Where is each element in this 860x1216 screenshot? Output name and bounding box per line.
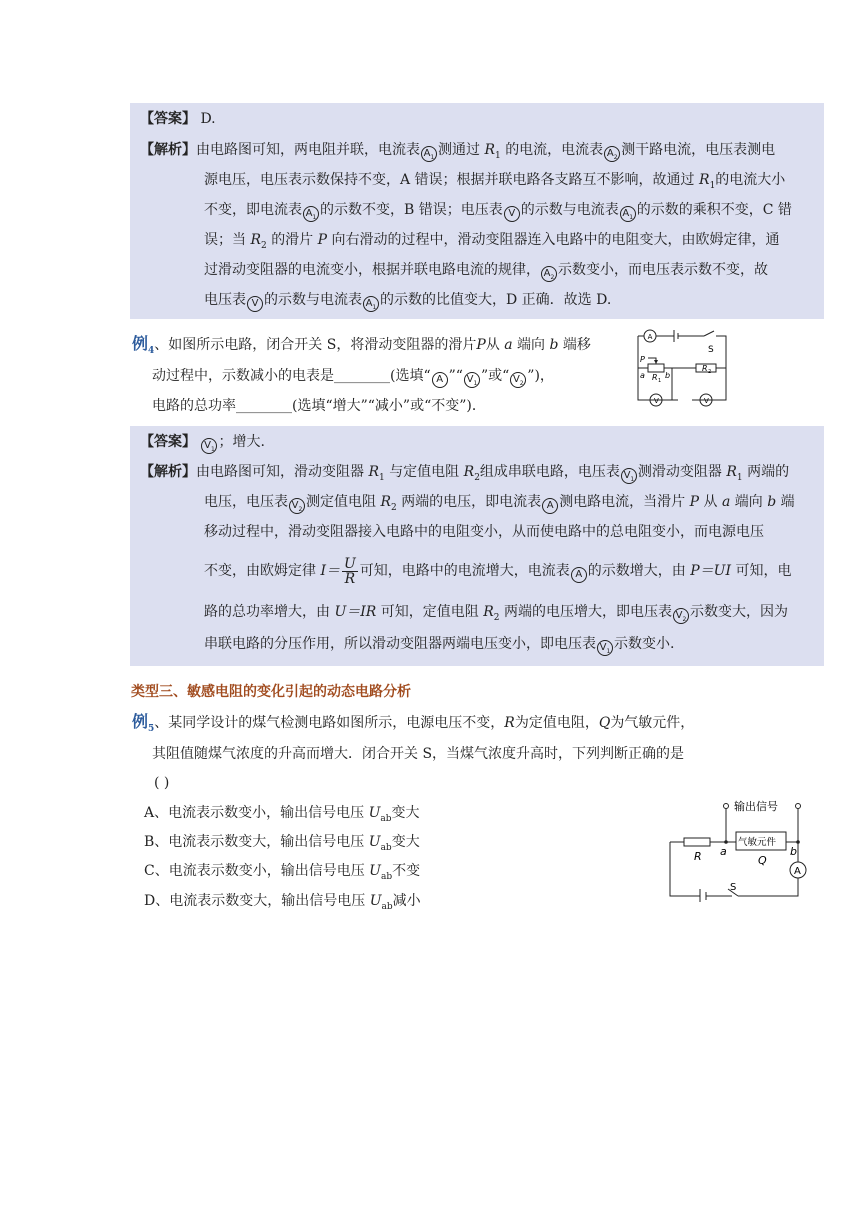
- option-b[interactable]: [144, 832, 420, 858]
- meter-sub: 2: [298, 506, 303, 513]
- label-r1: R: [652, 373, 658, 382]
- text: 测电路电流，当滑片: [559, 494, 686, 510]
- label-r2-sub: 2: [708, 369, 712, 375]
- text: 端向: [517, 337, 546, 353]
- label-a: a: [720, 845, 727, 858]
- text: 的示数不变，B 错误；电压表: [320, 202, 503, 218]
- ammeter-a1-icon: [363, 296, 379, 312]
- sub: ab: [380, 871, 393, 882]
- meter-sub: 2: [613, 154, 618, 161]
- circuit-diagram-ex4: [634, 328, 730, 408]
- meter-letter: V: [623, 470, 631, 481]
- text: 从: [485, 337, 500, 353]
- var-r: R: [380, 494, 391, 510]
- label-p: P: [640, 355, 645, 364]
- voltmeter-v1-icon: [464, 372, 480, 388]
- voltmeter-v2-icon: [289, 498, 305, 514]
- sub: ab: [380, 813, 392, 824]
- numerator: U: [343, 555, 356, 572]
- meter-letter: V: [466, 374, 474, 385]
- text: 的示数的比值变大，D 正确．故选 D.: [380, 292, 612, 308]
- voltmeter2-label: V: [704, 397, 709, 405]
- text: 测干路电流，电压表测电: [621, 142, 776, 158]
- text: 示数变大，因为: [689, 604, 788, 620]
- text: 电路的总功率________(选填“增大”“减小”或“不变”)．: [152, 398, 486, 414]
- text: 从: [703, 494, 718, 510]
- analysis-line-6: [204, 290, 611, 312]
- sub: ab: [381, 901, 393, 912]
- meter-sub: 1: [312, 214, 317, 221]
- analysis-line-3: [204, 200, 792, 222]
- text: 误；当: [204, 232, 246, 248]
- option-text: D、电流表示数变大，输出信号电压: [144, 893, 370, 909]
- example-label: [132, 334, 155, 357]
- text: 路的总功率增大，由: [204, 604, 330, 620]
- text: 为定值电阻，: [514, 715, 599, 731]
- text: 、某同学设计的煤气检测电路如图所示，电源电压不变，: [154, 715, 505, 731]
- option-text: 不变: [392, 863, 421, 879]
- voltmeter-icon: [504, 206, 520, 222]
- text: 的示数的乘积不变，C 错: [636, 202, 792, 218]
- ex4-line-1: [132, 334, 591, 361]
- sub: 2: [493, 612, 500, 623]
- label-b: b: [665, 371, 671, 380]
- meter-letter: V: [251, 298, 259, 309]
- text: ”)，: [527, 368, 554, 384]
- meter-letter: A: [575, 569, 583, 580]
- text: 电压，电压表: [204, 494, 288, 510]
- meter-letter: V: [204, 440, 211, 451]
- sub: ab: [380, 842, 392, 853]
- answer-box-ex4: [130, 426, 824, 666]
- meter-letter: A: [305, 208, 313, 219]
- text: 源电压，电压表示数保持不变，A 错误；根据并联电路各支路互不影响，故通过: [204, 172, 695, 188]
- node-a-dot: [724, 840, 728, 844]
- voltmeter1-label: V: [654, 397, 659, 405]
- circuit-diagram-ex5: [666, 798, 814, 902]
- text: 示数变小.: [614, 636, 675, 652]
- text: 不变，由欧姆定律: [204, 563, 316, 579]
- analysis-line-2: [204, 170, 785, 196]
- label: 例: [132, 334, 149, 353]
- answer-tag: 【答案】: [140, 434, 196, 450]
- ex5-line-2: [152, 744, 684, 764]
- text: 可知，电: [735, 563, 792, 579]
- answer-tag: 【答案】: [140, 111, 196, 127]
- text: 测滑动变阻器: [637, 464, 722, 480]
- var-r: R: [250, 232, 261, 248]
- meter-letter: V: [512, 374, 520, 385]
- formula-p: P＝UI: [690, 563, 731, 579]
- text: ”或“: [480, 368, 510, 384]
- label-a: a: [640, 371, 645, 380]
- analysis-line-6: [204, 634, 674, 656]
- slider-arrow-icon: [654, 360, 658, 364]
- text: 端向: [734, 494, 763, 510]
- text: 示数变小，而电压表示数不变，故: [558, 262, 768, 278]
- label-q: Q: [758, 854, 767, 867]
- ammeter-icon: [432, 372, 448, 388]
- sub: 2: [391, 502, 397, 513]
- switch-label: S: [730, 882, 737, 893]
- label-num: 5: [148, 724, 155, 735]
- meter-letter: A: [622, 208, 630, 219]
- option-text: 变大: [391, 834, 420, 850]
- var-a: a: [504, 337, 513, 353]
- var-r: R: [483, 604, 494, 620]
- text: ”“: [448, 368, 463, 384]
- text: 电压表: [204, 292, 246, 308]
- text: 为气敏元件，: [610, 715, 695, 731]
- var-u: U: [369, 893, 382, 909]
- label-num: 4: [148, 346, 155, 357]
- answer-box-ex3: [130, 103, 824, 319]
- analysis-line-5: [204, 260, 768, 282]
- text: 两端的电压增大，即电压表: [503, 604, 672, 620]
- analysis-line-4: [204, 230, 780, 256]
- text: 端移: [562, 337, 591, 353]
- text: 可知，电路中的电流增大，电流表: [359, 563, 570, 579]
- voltmeter-v1-icon: [201, 438, 217, 454]
- sub: 2: [261, 240, 267, 251]
- ex4-line-3: [152, 396, 486, 416]
- ex4-line-2: [152, 366, 554, 388]
- ex5-line-1: [132, 712, 694, 739]
- analysis-line-2: [204, 492, 795, 518]
- meter-letter: A: [365, 298, 373, 309]
- ammeter-icon: [542, 498, 558, 514]
- meter-letter: A: [423, 148, 431, 159]
- sub: 1: [379, 472, 385, 483]
- meter-sub: 1: [630, 476, 635, 483]
- text: 的示数增大，由: [587, 563, 686, 579]
- ex5-blank: [154, 773, 169, 793]
- meter-sub: 2: [682, 616, 687, 623]
- sub: 2: [474, 472, 480, 483]
- meter-sub: 1: [473, 380, 478, 387]
- analysis-tag: 【解析】: [140, 142, 196, 158]
- ammeter-a1-icon: [303, 206, 319, 222]
- ammeter-icon: [571, 567, 587, 583]
- text: 由电路图可知，两电阻并联，电流表: [196, 142, 420, 158]
- answer-text: ；增大.: [218, 434, 265, 450]
- label-r1-sub: 1: [658, 378, 662, 384]
- option-d[interactable]: [144, 891, 421, 917]
- answer-line: [140, 109, 216, 129]
- var-r: R: [699, 172, 710, 188]
- text: 的电流大小: [715, 172, 786, 188]
- text: 不变，即电流表: [204, 202, 302, 218]
- option-a[interactable]: [144, 803, 420, 829]
- text: 向右滑动的过程中，滑动变阻器连入电路中的电阻变大，由欧姆定律，通: [331, 232, 780, 248]
- var-r: R: [463, 464, 475, 480]
- meter-letter: A: [436, 374, 444, 385]
- meter-letter: V: [291, 500, 299, 511]
- var-q: Q: [598, 715, 611, 731]
- analysis-line-5: [204, 602, 788, 628]
- fraction-u-over-r: [342, 557, 358, 586]
- text: 的滑片: [271, 232, 314, 248]
- text: 由电路图可知，滑动变阻器: [196, 464, 364, 480]
- ammeter-a1-icon: [620, 206, 636, 222]
- text: 的电流，电流表: [505, 142, 604, 158]
- text: 、如图所示电路，闭合开关 S，将滑动变阻器的滑片: [154, 337, 477, 353]
- node-b-dot: [796, 840, 800, 844]
- voltmeter-icon: [247, 296, 263, 312]
- text: ( ): [154, 775, 170, 791]
- example-label: [132, 712, 155, 735]
- meter-sub: 1: [430, 154, 435, 161]
- text: 的示数与电流表: [520, 202, 619, 218]
- option-text: 减小: [392, 893, 421, 909]
- answer-line: [140, 432, 265, 454]
- option-text: 变大: [391, 805, 420, 821]
- text: 测定值电阻: [306, 494, 376, 510]
- meter-letter: V: [675, 610, 683, 621]
- text: 端: [780, 494, 795, 510]
- answer-text: D.: [196, 111, 216, 127]
- var-r: R: [504, 715, 515, 731]
- var-b: b: [767, 494, 777, 510]
- var-p: P: [317, 232, 328, 248]
- sub: 1: [709, 180, 716, 191]
- text: 串联电路的分压作用，所以滑动变阻器两端电压变小，即电压表: [204, 636, 596, 652]
- formula-u: U＝IR: [334, 604, 377, 620]
- output-signal-label: 输出信号: [734, 800, 778, 813]
- voltmeter-v2-icon: [673, 608, 689, 624]
- meter-sub: 1: [606, 648, 611, 655]
- text: 测通过: [438, 142, 480, 158]
- text: 移动过程中，滑动变阻器接入电路中的电阻变小，从而使电路中的总电阻变小，而电源电压: [204, 524, 764, 540]
- option-text: B、电流表示数变大，输出信号电压: [144, 834, 369, 850]
- analysis-line-3: [204, 522, 764, 542]
- option-text: C、电流表示数变小，输出信号电压: [144, 863, 370, 879]
- analysis-line-4: [204, 556, 791, 586]
- meter-sub: 1: [629, 214, 634, 221]
- meter-sub: 2: [519, 380, 524, 387]
- option-c[interactable]: [144, 861, 420, 887]
- var-b: b: [549, 337, 559, 353]
- ammeter-a1-icon: [421, 146, 437, 162]
- text: 可知，定值电阻: [380, 604, 479, 620]
- ammeter-label: A: [794, 866, 801, 877]
- label-r: R: [694, 850, 702, 863]
- var-u: U: [368, 834, 381, 850]
- meter-letter: V: [508, 208, 516, 219]
- sensor-element-label: 气敏元件: [738, 837, 777, 848]
- text: 过滑动变阻器的电流变小，根据并联电路电流的规律，: [204, 262, 540, 278]
- var-p: P: [689, 494, 700, 510]
- text: 其阻值随煤气浓度的升高而增大．闭合开关 S，当煤气浓度升高时，下列判断正确的是: [152, 746, 685, 762]
- var-r: R: [484, 142, 495, 158]
- voltmeter-v2-icon: [510, 372, 526, 388]
- meter-sub: 1: [372, 304, 377, 311]
- var-p: P: [476, 337, 486, 353]
- sub: 1: [736, 472, 743, 483]
- meter-letter: A: [606, 148, 614, 159]
- label-b: b: [790, 845, 797, 858]
- var-u: U: [368, 805, 381, 821]
- option-text: A、电流表示数变小，输出信号电压: [144, 805, 369, 821]
- var-u: U: [369, 863, 381, 879]
- meter-letter: A: [546, 500, 554, 511]
- text: 两端的: [747, 464, 790, 480]
- meter-letter: V: [599, 642, 607, 653]
- meter-sub: 1: [210, 446, 215, 453]
- voltmeter-v1-icon: [621, 468, 637, 484]
- text: 组成串联电路，电压表: [479, 464, 620, 480]
- ammeter-label: A: [647, 333, 653, 341]
- section-title: 类型三、敏感电阻的变化引起的动态电路分析: [131, 684, 411, 700]
- ammeter-a2-icon: [541, 266, 557, 282]
- voltmeter-v1-icon: [597, 640, 613, 656]
- meter-letter: A: [543, 268, 551, 279]
- text: 的示数与电流表: [264, 292, 362, 308]
- analysis-tag: 【解析】: [140, 464, 196, 480]
- analysis-line-1: [140, 140, 775, 166]
- text: 动过程中，示数减小的电表是________(选填“: [152, 368, 431, 384]
- var-a: a: [721, 494, 731, 510]
- var-r: R: [368, 464, 379, 480]
- label-r2: R: [702, 364, 708, 373]
- switch-label: S: [708, 345, 714, 355]
- meter-sub: 2: [550, 274, 555, 281]
- formula-i: I＝: [320, 563, 340, 579]
- ammeter-a2-icon: [604, 146, 620, 162]
- var-r: R: [726, 464, 737, 480]
- text: 两端的电压，即电流表: [401, 494, 542, 510]
- label: 例: [132, 712, 149, 731]
- analysis-line-1: [140, 462, 789, 488]
- denominator: R: [344, 570, 356, 587]
- sub: 1: [495, 150, 501, 161]
- text: 与定值电阻: [389, 464, 460, 480]
